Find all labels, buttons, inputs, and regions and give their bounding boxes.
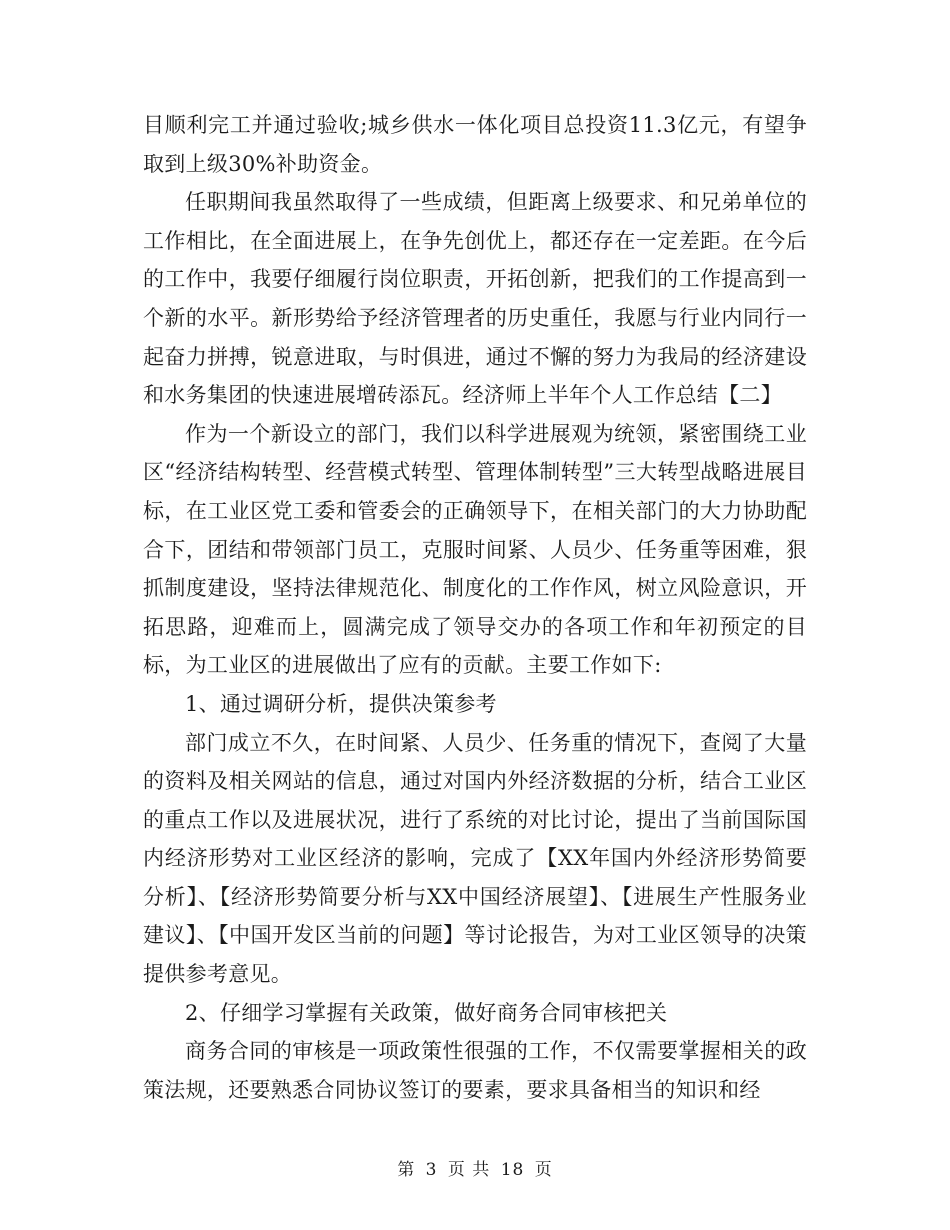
footer-total-pages: 18 [500, 1160, 525, 1180]
footer-current-page: 3 [425, 1160, 438, 1180]
paragraph-research: 部门成立不久，在时间紧、人员少、任务重的情况下，查阅了大量的资料及相关网站的信息，通过对国内外经济数据的分析，结合工业区的重点工作以及进展状况，进行了系统的对比讨论，提出了当前国际国内经济形势对工业区经济的影响，完成了【XX年国内外经济形势简要分析】、【经济形势简要分析与XX中国经济展望】、【进展生产性服务业建议】、【中国开发区当前的问题】等讨论报告，为对工业区领导的决策提供参考意见。 [143, 730, 807, 987]
section-heading-1: 1、通过调研分析，提供决策参考 [185, 691, 497, 716]
footer-suffix: 页 [534, 1160, 553, 1180]
section-heading-2: 2、仔细学习掌握有关政策，做好商务合同审核把关 [185, 1000, 668, 1025]
paragraph-contract-review: 商务合同的审核是一项政策性很强的工作，不仅需要掌握相关的政策法规，还要熟悉合同协议签订的要素，要求具备相当的知识和经 [143, 1039, 807, 1102]
footer-middle: 页 共 [447, 1160, 491, 1180]
page-footer [0, 1155, 950, 1180]
paragraph-intro: 作为一个新设立的部门，我们以科学进展观为统领，紧密围绕工业区“经济结构转型、经营模式转型、管理体制转型”三大转型战略进展目标，在工业区党工委和管委会的正确领导下，在相关部门的大力协助配合下，团结和带领部门员工，克服时间紧、人员少、任务重等困难，狠抓制度建设，坚持法律规范化、制度化的工作作风，树立风险意识，开拓思路，迎难而上，圆满完成了领导交办的各项工作和年初预定的目标，为工业区的进展做出了应有的贡献。主要工作如下: [143, 421, 807, 678]
footer-prefix: 第 [397, 1160, 416, 1180]
paragraph-continued: 目顺利完工并通过验收;城乡供水一体化项目总投资11.3亿元，有望争取到上级30%补助资金。 [143, 113, 807, 176]
paragraph-summary: 任职期间我虽然取得了一些成绩，但距离上级要求、和兄弟单位的工作相比，在全面进展上，在争先创优上，都还存在一定差距。在今后的工作中，我要仔细履行岗位职责，开拓创新，把我们的工作提高到一个新的水平。新形势给予经济管理者的历史重任，我愿与行业内同行一起奋力拼搏，锐意进取，与时俱进，通过不懈的努力为我局的经济建设和水务集团的快速进展增砖添瓦。经济师上半年个人工作总结【二】 [143, 190, 807, 408]
document-body [143, 106, 807, 1109]
